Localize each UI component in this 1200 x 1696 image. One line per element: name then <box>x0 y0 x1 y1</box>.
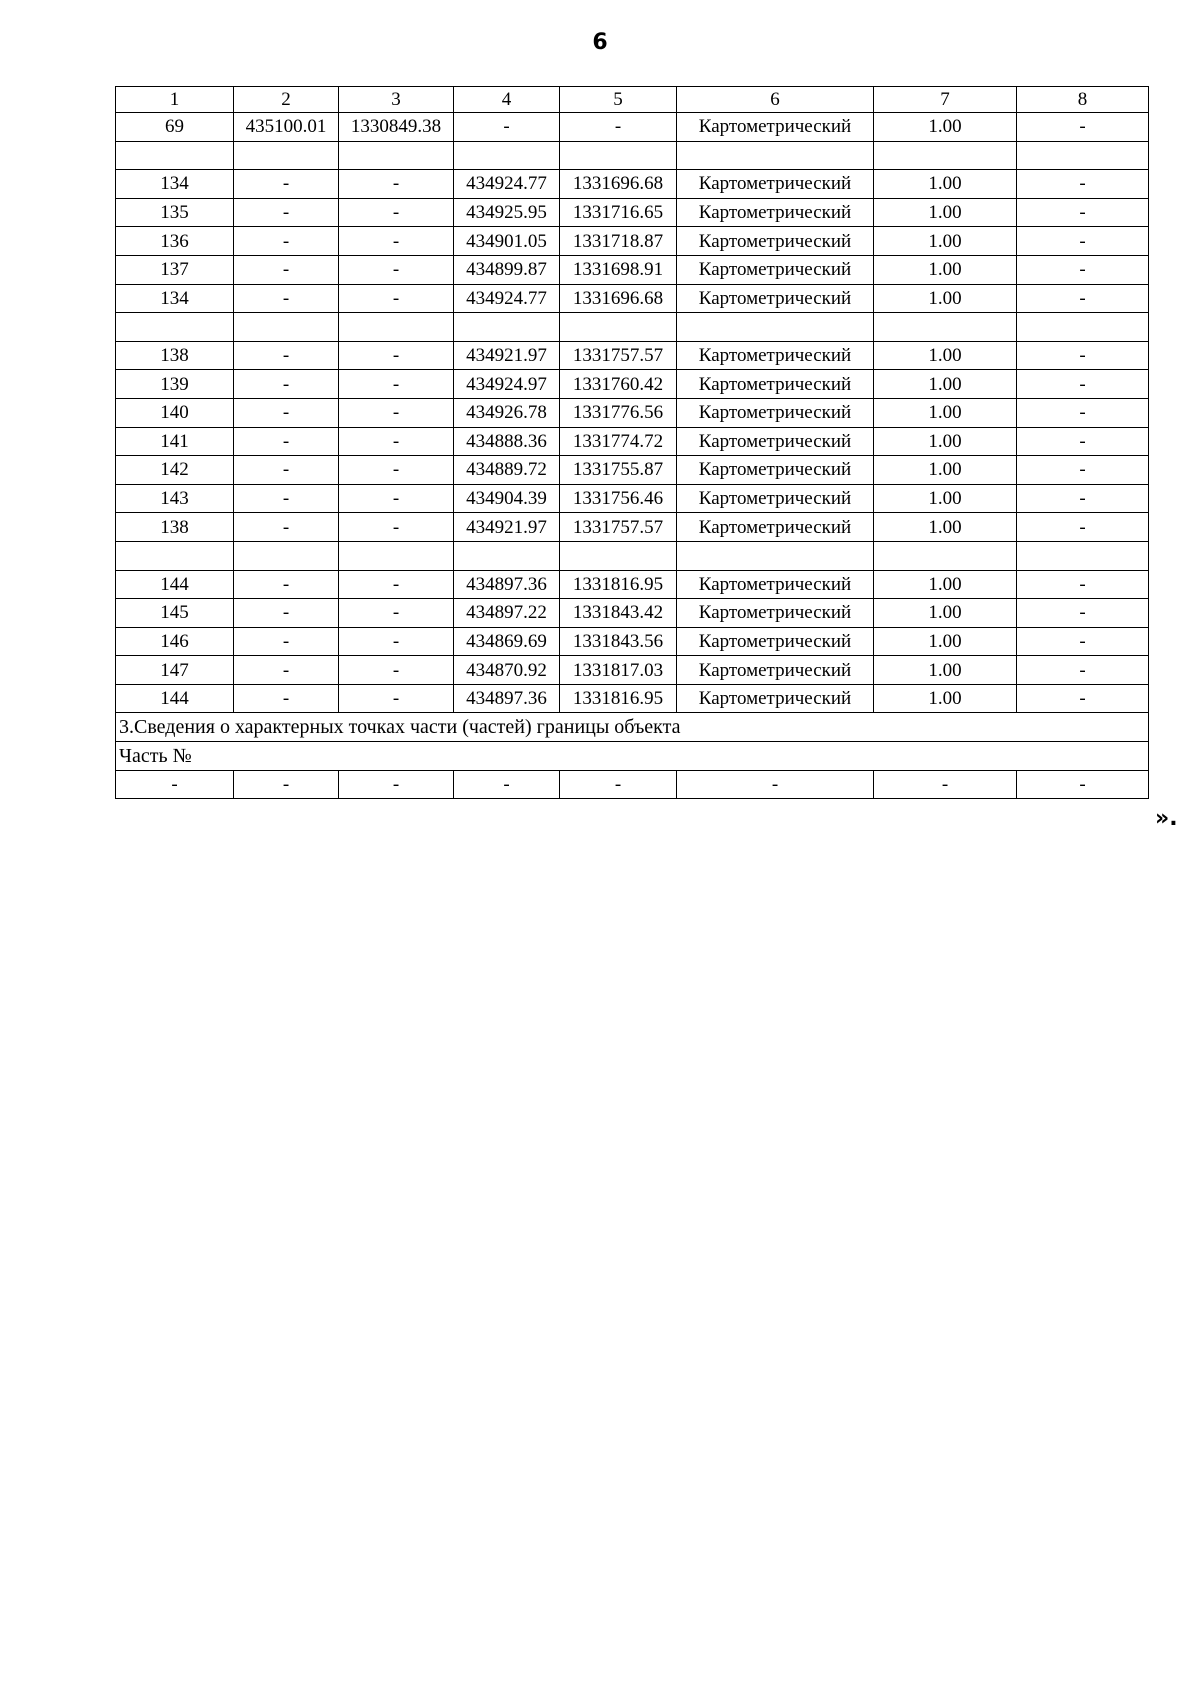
table-row-cell-point-number: 134 <box>116 284 234 313</box>
table-row-cell-old-y: - <box>339 170 454 199</box>
table-row-cell-new-y: - <box>560 113 677 142</box>
table-row <box>116 113 1149 142</box>
part-data-row-cell-old-y: - <box>339 770 454 799</box>
table-separator-row-cell-new-x <box>454 313 560 342</box>
table-row-cell-method: Картометрический <box>677 627 874 656</box>
table-row-cell-new-x: - <box>454 113 560 142</box>
table-row-cell-new-x: 434899.87 <box>454 255 560 284</box>
table-row-cell-point-number: 135 <box>116 198 234 227</box>
table-row-cell-new-x: 434897.22 <box>454 599 560 628</box>
table-row-cell-new-x: 434925.95 <box>454 198 560 227</box>
table-row-cell-method: Картометрический <box>677 484 874 513</box>
table-row-cell-description: - <box>1017 484 1149 513</box>
table-row-cell-old-y: - <box>339 341 454 370</box>
table-row-cell-description: - <box>1017 427 1149 456</box>
table-row-cell-method: Картометрический <box>677 656 874 685</box>
table-header-row-cell-description: 8 <box>1017 87 1149 113</box>
table-row-cell-accuracy: 1.00 <box>874 284 1017 313</box>
table-separator-row-cell-method <box>677 541 874 570</box>
table-row-cell-old-y: - <box>339 370 454 399</box>
table-header-row-cell-point-number: 1 <box>116 87 234 113</box>
table-row-cell-description: - <box>1017 456 1149 485</box>
table-separator-row <box>116 541 1149 570</box>
table-separator-row-cell-old-y <box>339 313 454 342</box>
table-row-cell-old-y: - <box>339 255 454 284</box>
table-separator-row-cell-old-y <box>339 141 454 170</box>
table-row <box>116 427 1149 456</box>
table-row-cell-accuracy: 1.00 <box>874 513 1017 542</box>
table-row-cell-point-number: 146 <box>116 627 234 656</box>
table-row-cell-description: - <box>1017 227 1149 256</box>
table-row-cell-old-x: 435100.01 <box>234 113 339 142</box>
table-row-cell-point-number: 140 <box>116 398 234 427</box>
table-row-cell-accuracy: 1.00 <box>874 170 1017 199</box>
table-row-cell-point-number: 139 <box>116 370 234 399</box>
table-row-cell-old-x: - <box>234 684 339 713</box>
table-row-cell-new-x: 434889.72 <box>454 456 560 485</box>
table-row-cell-accuracy: 1.00 <box>874 341 1017 370</box>
table-row-cell-point-number: 141 <box>116 427 234 456</box>
table-row-cell-new-y: 1331816.95 <box>560 570 677 599</box>
table-row-cell-new-x: 434897.36 <box>454 684 560 713</box>
table-row-cell-new-y: 1331757.57 <box>560 513 677 542</box>
table-row <box>116 513 1149 542</box>
table-row-cell-description: - <box>1017 684 1149 713</box>
table-row-cell-accuracy: 1.00 <box>874 370 1017 399</box>
table-row-cell-new-x: 434897.36 <box>454 570 560 599</box>
table-row <box>116 599 1149 628</box>
table-row <box>116 456 1149 485</box>
table-row-cell-point-number: 137 <box>116 255 234 284</box>
table-row-cell-point-number: 142 <box>116 456 234 485</box>
table-row-cell-old-x: - <box>234 341 339 370</box>
table-row-cell-method: Картометрический <box>677 341 874 370</box>
table-row-cell-new-x: 434921.97 <box>454 341 560 370</box>
table-row-cell-description: - <box>1017 255 1149 284</box>
page-number: 6 <box>592 30 608 55</box>
table-row-cell-method: Картометрический <box>677 370 874 399</box>
table-row-cell-old-y: - <box>339 198 454 227</box>
table-row-cell-description: - <box>1017 398 1149 427</box>
table-row-cell-old-x: - <box>234 456 339 485</box>
table-row-cell-method: Картометрический <box>677 599 874 628</box>
table-row-cell-new-x: 434921.97 <box>454 513 560 542</box>
table-row-cell-old-y: - <box>339 427 454 456</box>
table-row-cell-new-y: 1331696.68 <box>560 170 677 199</box>
table-row-cell-old-y: - <box>339 398 454 427</box>
table-row-cell-point-number: 144 <box>116 570 234 599</box>
table-row-cell-description: - <box>1017 341 1149 370</box>
table-row-cell-accuracy: 1.00 <box>874 627 1017 656</box>
table-row-cell-new-y: 1331816.95 <box>560 684 677 713</box>
table-row-cell-old-x: - <box>234 370 339 399</box>
table-row-cell-old-y: - <box>339 684 454 713</box>
table-row <box>116 227 1149 256</box>
table-separator-row-cell-old-x <box>234 141 339 170</box>
table-row-cell-old-x: - <box>234 627 339 656</box>
table-row <box>116 398 1149 427</box>
table-row-cell-description: - <box>1017 113 1149 142</box>
part-data-row <box>116 770 1149 799</box>
table-row-cell-new-y: 1331760.42 <box>560 370 677 399</box>
table-row <box>116 484 1149 513</box>
table-row-cell-old-x: - <box>234 599 339 628</box>
table-row-cell-accuracy: 1.00 <box>874 684 1017 713</box>
table-row-cell-method: Картометрический <box>677 513 874 542</box>
table-row-cell-old-y: - <box>339 513 454 542</box>
table-separator-row-cell-description <box>1017 541 1149 570</box>
table-row-cell-accuracy: 1.00 <box>874 255 1017 284</box>
part-data-row-cell-old-x: - <box>234 770 339 799</box>
table-row-cell-old-y: - <box>339 570 454 599</box>
table-row-cell-accuracy: 1.00 <box>874 113 1017 142</box>
table-row-cell-accuracy: 1.00 <box>874 198 1017 227</box>
table-row-cell-description: - <box>1017 513 1149 542</box>
table-row-cell-new-x: 434924.77 <box>454 284 560 313</box>
table-row-cell-point-number: 145 <box>116 599 234 628</box>
table-row-cell-method: Картометрический <box>677 398 874 427</box>
table-row-cell-new-y: 1331696.68 <box>560 284 677 313</box>
table-row-cell-accuracy: 1.00 <box>874 570 1017 599</box>
table-separator-row-cell-new-y <box>560 541 677 570</box>
table-separator-row-cell-description <box>1017 313 1149 342</box>
table-separator-row <box>116 313 1149 342</box>
table-row-cell-accuracy: 1.00 <box>874 398 1017 427</box>
table-row-cell-new-y: 1331757.57 <box>560 341 677 370</box>
table-row-cell-method: Картометрический <box>677 284 874 313</box>
table-row <box>116 370 1149 399</box>
table-row-cell-accuracy: 1.00 <box>874 227 1017 256</box>
table-separator-row-cell-method <box>677 313 874 342</box>
table-row-cell-new-y: 1331716.65 <box>560 198 677 227</box>
table-header-row-cell-old-x: 2 <box>234 87 339 113</box>
table-row-cell-new-x: 434924.97 <box>454 370 560 399</box>
table-row-cell-point-number: 134 <box>116 170 234 199</box>
table-row-cell-accuracy: 1.00 <box>874 484 1017 513</box>
table-row-cell-old-y: - <box>339 599 454 628</box>
table-row-cell-new-x: 434901.05 <box>454 227 560 256</box>
table-row <box>116 170 1149 199</box>
table-separator-row-cell-description <box>1017 141 1149 170</box>
table-row-cell-method: Картометрический <box>677 170 874 199</box>
table-separator-row-cell-old-y <box>339 541 454 570</box>
table-row <box>116 570 1149 599</box>
table-separator-row-cell-accuracy <box>874 313 1017 342</box>
table-separator-row-cell-new-x <box>454 141 560 170</box>
part-data-row-cell-new-y: - <box>560 770 677 799</box>
table-row-cell-old-x: - <box>234 255 339 284</box>
table-row-cell-new-y: 1331755.87 <box>560 456 677 485</box>
table-row-cell-description: - <box>1017 198 1149 227</box>
table-row-cell-old-x: - <box>234 398 339 427</box>
table-row-cell-accuracy: 1.00 <box>874 456 1017 485</box>
table-row-cell-new-x: 434870.92 <box>454 656 560 685</box>
table-separator-row-cell-new-y <box>560 141 677 170</box>
table-header-row <box>116 87 1149 113</box>
table-row <box>116 284 1149 313</box>
table-separator-row-cell-point-number <box>116 313 234 342</box>
table-row-cell-new-y: 1331817.03 <box>560 656 677 685</box>
table-separator-row <box>116 141 1149 170</box>
table-row-cell-point-number: 143 <box>116 484 234 513</box>
table-row-cell-new-y: 1331718.87 <box>560 227 677 256</box>
table-separator-row-cell-old-x <box>234 541 339 570</box>
table-row <box>116 684 1149 713</box>
table-row-cell-method: Картометрический <box>677 227 874 256</box>
part-label-row <box>116 742 1149 771</box>
table-header-row-cell-new-x: 4 <box>454 87 560 113</box>
table-row-cell-accuracy: 1.00 <box>874 599 1017 628</box>
closing-quote: ». <box>1155 806 1178 831</box>
table-row-cell-description: - <box>1017 570 1149 599</box>
table-row-cell-description: - <box>1017 656 1149 685</box>
table-row-cell-method: Картометрический <box>677 570 874 599</box>
table-row-cell-old-y: - <box>339 456 454 485</box>
table-header-row-cell-method: 6 <box>677 87 874 113</box>
table-row-cell-new-x: 434869.69 <box>454 627 560 656</box>
table-row-cell-old-y: - <box>339 227 454 256</box>
table-row-cell-old-x: - <box>234 170 339 199</box>
table-row-cell-old-x: - <box>234 570 339 599</box>
table-row-cell-method: Картометрический <box>677 113 874 142</box>
table-row-cell-point-number: 138 <box>116 513 234 542</box>
table-row-cell-old-y: - <box>339 627 454 656</box>
table-row-cell-method: Картометрический <box>677 255 874 284</box>
table-row-cell-description: - <box>1017 170 1149 199</box>
table-row-cell-point-number: 136 <box>116 227 234 256</box>
table-separator-row-cell-point-number <box>116 541 234 570</box>
table-header-row-cell-old-y: 3 <box>339 87 454 113</box>
part-data-row-cell-point-number: - <box>116 770 234 799</box>
table-row-cell-old-x: - <box>234 284 339 313</box>
table-row-cell-old-y: - <box>339 656 454 685</box>
table-row-cell-new-x: 434888.36 <box>454 427 560 456</box>
table-row-cell-new-y: 1331843.56 <box>560 627 677 656</box>
table-row-cell-method: Картометрический <box>677 456 874 485</box>
table-row-cell-new-x: 434926.78 <box>454 398 560 427</box>
section-title: 3.Сведения о характерных точках части (частей) границы объекта <box>116 713 1149 742</box>
table-row-cell-point-number: 147 <box>116 656 234 685</box>
table-row-cell-new-x: 434904.39 <box>454 484 560 513</box>
part-data-row-cell-accuracy: - <box>874 770 1017 799</box>
table-row-cell-old-x: - <box>234 227 339 256</box>
table-header-row-cell-accuracy: 7 <box>874 87 1017 113</box>
table-row-cell-new-y: 1331774.72 <box>560 427 677 456</box>
table-row <box>116 656 1149 685</box>
table-separator-row-cell-accuracy <box>874 541 1017 570</box>
table-row-cell-point-number: 138 <box>116 341 234 370</box>
table-separator-row-cell-method <box>677 141 874 170</box>
table-separator-row-cell-old-x <box>234 313 339 342</box>
table-row-cell-accuracy: 1.00 <box>874 427 1017 456</box>
table-body <box>116 87 1149 799</box>
table-row-cell-accuracy: 1.00 <box>874 656 1017 685</box>
table-row-cell-point-number: 69 <box>116 113 234 142</box>
table-row-cell-point-number: 144 <box>116 684 234 713</box>
table-row-cell-new-x: 434924.77 <box>454 170 560 199</box>
table-separator-row-cell-accuracy <box>874 141 1017 170</box>
table-row-cell-new-y: 1331698.91 <box>560 255 677 284</box>
table-row <box>116 255 1149 284</box>
table-row <box>116 198 1149 227</box>
table-row-cell-old-x: - <box>234 484 339 513</box>
table-row-cell-description: - <box>1017 370 1149 399</box>
table-separator-row-cell-new-x <box>454 541 560 570</box>
table-row-cell-old-x: - <box>234 198 339 227</box>
part-data-row-cell-method: - <box>677 770 874 799</box>
table-row-cell-old-y: - <box>339 284 454 313</box>
table-row-cell-method: Картометрический <box>677 198 874 227</box>
table-row-cell-new-y: 1331756.46 <box>560 484 677 513</box>
table-separator-row-cell-new-y <box>560 313 677 342</box>
table-row-cell-old-x: - <box>234 656 339 685</box>
part-data-row-cell-new-x: - <box>454 770 560 799</box>
table-row-cell-description: - <box>1017 627 1149 656</box>
section-title-row <box>116 713 1149 742</box>
table-row-cell-method: Картометрический <box>677 684 874 713</box>
table-row-cell-description: - <box>1017 284 1149 313</box>
table-row-cell-description: - <box>1017 599 1149 628</box>
table-row-cell-old-y: - <box>339 484 454 513</box>
table-row-cell-new-y: 1331843.42 <box>560 599 677 628</box>
table-row <box>116 341 1149 370</box>
table-row-cell-old-x: - <box>234 513 339 542</box>
table-row-cell-new-y: 1331776.56 <box>560 398 677 427</box>
table-row-cell-old-x: - <box>234 427 339 456</box>
table-row <box>116 627 1149 656</box>
table-separator-row-cell-point-number <box>116 141 234 170</box>
part-data-row-cell-description: - <box>1017 770 1149 799</box>
table-row-cell-old-y: 1330849.38 <box>339 113 454 142</box>
coordinates-table <box>115 86 1149 799</box>
part-label: Часть № <box>116 742 1149 771</box>
table-row-cell-method: Картометрический <box>677 427 874 456</box>
table-header-row-cell-new-y: 5 <box>560 87 677 113</box>
